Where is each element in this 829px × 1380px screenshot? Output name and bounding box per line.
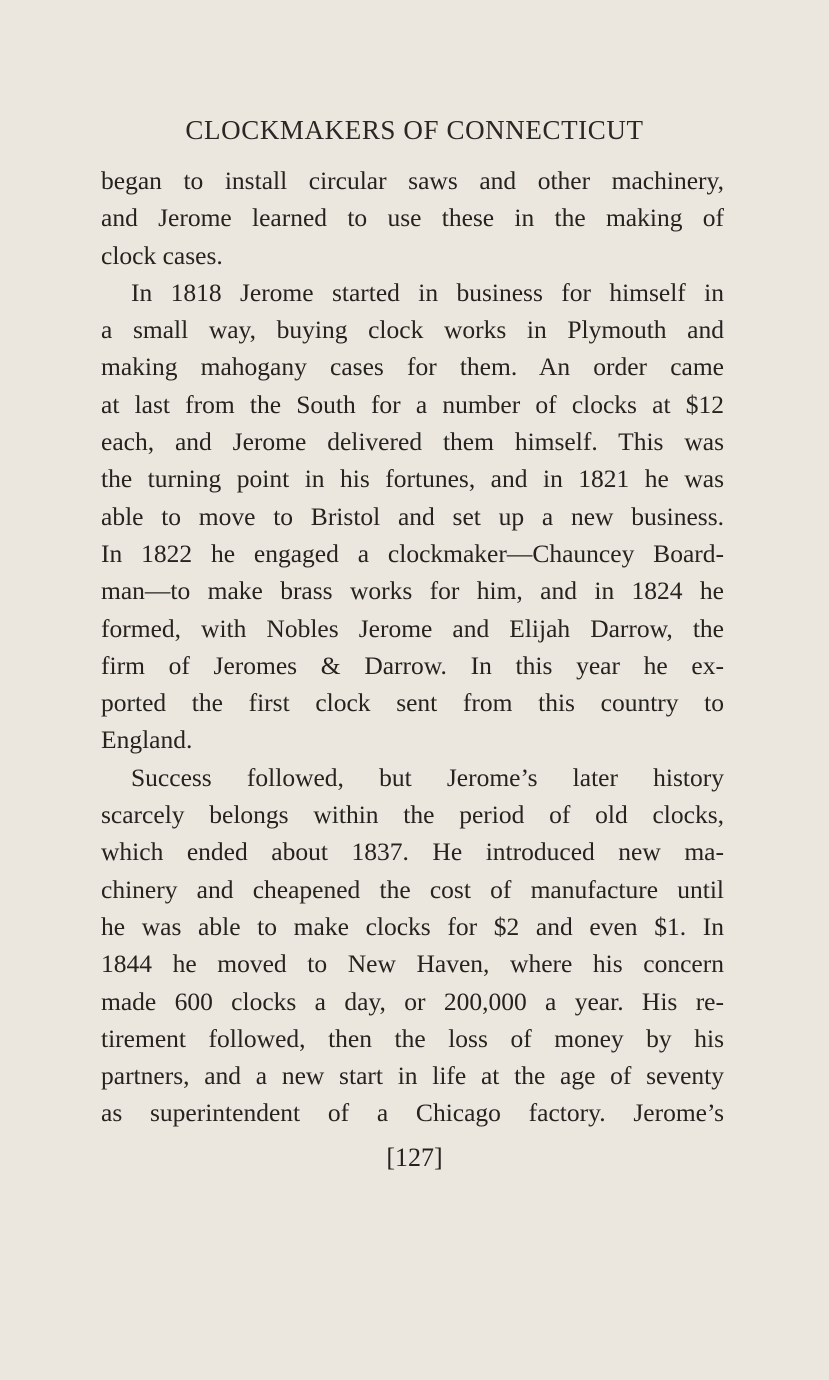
text-line: In 1818 Jerome started in business for himself in (131, 277, 724, 307)
text-line: which ended about 1837. He introduced new ma- (101, 837, 724, 867)
text-line: and Jerome learned to use these in the making of (101, 203, 724, 233)
text-line: 1844 he moved to New Haven, where his concern (101, 949, 724, 979)
text-line: a small way, buying clock works in Plymouth and (101, 315, 724, 345)
text-line: began to install circular saws and other machinery, (101, 166, 724, 195)
text-line: scarcely belongs within the period of old clocks, (101, 800, 724, 830)
text-line: firm of Jeromes & Darrow. In this year he ex- (101, 650, 724, 680)
text-line: partners, and a new start in life at the age of seventy (101, 1061, 724, 1091)
body-text (101, 162, 724, 1132)
text-line: England. (101, 725, 193, 755)
text-line: clock cases. (101, 240, 223, 270)
text-line: tirement followed, then the loss of money by his (101, 1023, 724, 1053)
text-line: at last from the South for a number of clocks at $12 (101, 389, 724, 419)
text-line: the turning point in his fortunes, and in 1821 he was (101, 464, 724, 494)
text-line: he was able to make clocks for $2 and even $1. In (101, 911, 724, 941)
text-line: Success followed, but Jerome’s later history (131, 762, 724, 792)
text-line: making mahogany cases for them. An order came (101, 352, 724, 382)
text-line: chinery and cheapened the cost of manufacture until (101, 874, 724, 904)
text-line: able to move to Bristol and set up a new business. (101, 501, 724, 531)
running-head: CLOCKMAKERS OF CONNECTICUT (185, 115, 644, 145)
text-line: each, and Jerome delivered them himself. This was (101, 427, 724, 457)
text-line: ported the first clock sent from this country to (101, 688, 724, 718)
text-line: as superintendent of a Chicago factory. Jerome’s (101, 1098, 724, 1128)
text-line: formed, with Nobles Jerome and Elijah Darrow, the (101, 613, 724, 643)
text-line: In 1822 he engaged a clockmaker—Chauncey Board- (101, 538, 724, 568)
page-number: [127] (386, 1143, 443, 1172)
text-line: made 600 clocks a day, or 200,000 a year. His re- (101, 986, 724, 1016)
text-line: man—to make brass works for him, and in 1824 he (101, 576, 724, 606)
